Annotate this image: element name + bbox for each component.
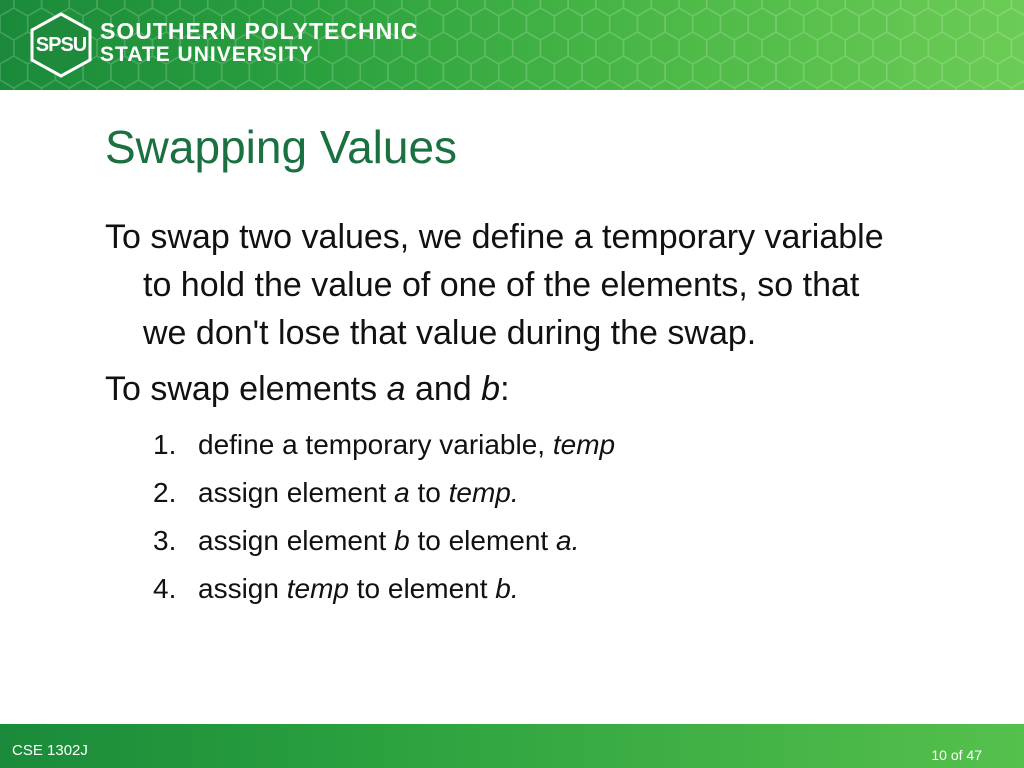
hex-cell [208, 80, 236, 90]
footer-banner [0, 724, 1024, 768]
hex-cell [845, 80, 873, 90]
hex-cell [319, 80, 347, 90]
hex-cell [624, 80, 652, 90]
step-segment: to element [409, 525, 556, 556]
hex-cell [457, 80, 485, 90]
step-text [198, 573, 519, 604]
hex-cell [291, 80, 319, 90]
hex-cell [69, 80, 97, 90]
hex-cell [540, 80, 568, 90]
step-item [105, 565, 905, 613]
logo-text: SPSU [35, 33, 87, 56]
hex-cell [0, 80, 14, 90]
hex-cell [180, 0, 208, 16]
step-number: 1. [153, 429, 177, 460]
hex-cell [236, 80, 264, 90]
hex-cell [42, 80, 70, 90]
step-number: 4. [153, 573, 177, 604]
element-a: a [386, 370, 406, 408]
step-segment: assign element [198, 477, 395, 508]
hex-cell [596, 0, 624, 16]
hex-cell [180, 80, 208, 90]
hex-cell [790, 0, 818, 16]
hex-cell [97, 0, 125, 16]
hex-cell [651, 80, 679, 90]
step-item [105, 421, 905, 469]
hex-cell [762, 0, 790, 16]
hex-cell [263, 80, 291, 90]
hex-cell [845, 0, 873, 16]
step-term: b. [495, 573, 519, 604]
hex-cell [734, 80, 762, 90]
hex-cell [208, 0, 236, 16]
hex-cell [430, 0, 458, 16]
step-term: temp [552, 429, 616, 460]
hex-cell [651, 0, 679, 16]
step-term: a. [556, 525, 580, 556]
step-segment: assign [198, 573, 287, 604]
hex-cell [762, 80, 790, 90]
steps-list [105, 421, 905, 613]
slide-content [105, 213, 905, 613]
hex-cell [236, 0, 264, 16]
steps-intro-and: and [405, 370, 482, 408]
hex-cell [984, 0, 1012, 16]
hex-cell [928, 80, 956, 90]
step-term: a [394, 477, 410, 508]
step-segment: define a temporary variable, [198, 429, 553, 460]
hex-cell [485, 80, 513, 90]
hex-cell [956, 80, 984, 90]
hex-cell [152, 0, 180, 16]
hex-cell [734, 0, 762, 16]
hex-cell [818, 80, 846, 90]
hex-cell [291, 0, 319, 16]
hex-cell [0, 0, 14, 16]
steps-intro-suffix: : [500, 370, 510, 408]
hex-cell [402, 0, 430, 16]
step-item [105, 517, 905, 565]
hex-cell [679, 80, 707, 90]
steps-intro [105, 365, 905, 413]
hex-cell [873, 0, 901, 16]
intro-paragraph: To swap two values, we define a temporary variable to hold the value of one of the elements, so that we don't lose that value during the swap. [105, 218, 884, 352]
university-name-line1: SOUTHERN POLYTECHNIC [100, 18, 419, 44]
hex-cell [818, 0, 846, 16]
hex-cell [374, 80, 402, 90]
step-number: 3. [153, 525, 177, 556]
university-name-line2: STATE UNIVERSITY [100, 43, 314, 66]
hex-cell [430, 80, 458, 90]
hex-cell [125, 80, 153, 90]
hex-cell [901, 80, 929, 90]
hex-cell [14, 80, 42, 90]
hex-cell [568, 80, 596, 90]
step-item [105, 469, 905, 517]
hex-cell [457, 0, 485, 16]
hex-cell [679, 0, 707, 16]
step-segment: assign element [198, 525, 395, 556]
hex-cell [1012, 80, 1024, 90]
hex-cell [374, 0, 402, 16]
hex-cell [984, 80, 1012, 90]
hex-cell [624, 0, 652, 16]
step-segment: to element [348, 573, 496, 604]
step-text [198, 429, 615, 460]
hex-cell [513, 80, 541, 90]
hex-cell [346, 80, 374, 90]
hex-cell [319, 0, 347, 16]
steps-intro-prefix: To swap elements [105, 370, 387, 408]
hex-cell [513, 0, 541, 16]
hex-cell [485, 0, 513, 16]
hex-cell [402, 80, 430, 90]
university-name [100, 19, 418, 67]
step-segment: to [409, 477, 449, 508]
step-term: temp. [448, 477, 519, 508]
step-text [198, 525, 579, 556]
page-number: 10 of 47 [931, 747, 982, 763]
hex-cell [707, 80, 735, 90]
header-banner [0, 0, 1024, 90]
hex-cell [596, 80, 624, 90]
step-term: temp [286, 573, 349, 604]
hex-cell [152, 80, 180, 90]
hex-cell [346, 0, 374, 16]
hex-cell [790, 80, 818, 90]
slide-title: Swapping Values [105, 121, 458, 173]
hex-cell [540, 0, 568, 16]
hex-cell [707, 0, 735, 16]
hex-cell [263, 0, 291, 16]
hex-cell [956, 0, 984, 16]
hex-cell [568, 0, 596, 16]
step-number: 2. [153, 477, 177, 508]
step-term: b [394, 525, 410, 556]
hex-cell [901, 0, 929, 16]
step-text [198, 477, 519, 508]
hex-cell [125, 0, 153, 16]
hex-cell [873, 80, 901, 90]
element-b: b [481, 370, 501, 408]
course-label: CSE 1302J [12, 742, 88, 759]
hex-cell [928, 0, 956, 16]
hex-cell [97, 80, 125, 90]
